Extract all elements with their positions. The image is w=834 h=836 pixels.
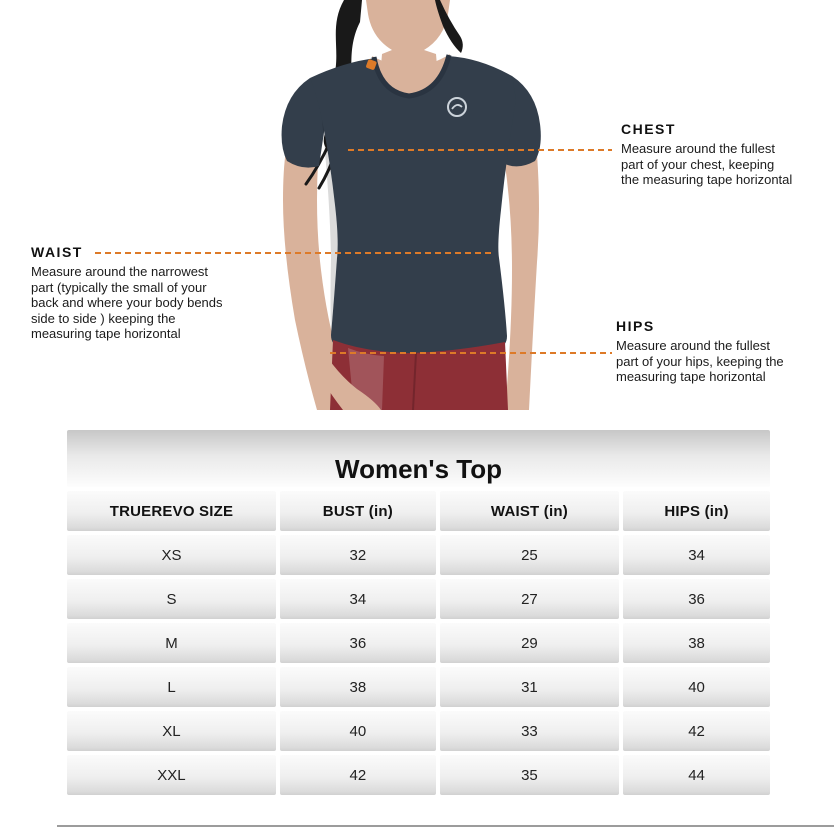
column-header-hips: HIPS (in) [623,491,770,531]
table-cell: 27 [440,579,619,619]
table-cell: 44 [623,755,770,795]
chest-description-line: Measure around the fullest [621,141,775,156]
waist-description-line: part (typically the small of your [31,279,207,295]
table-cell: XXL [67,755,276,795]
table-cell: 40 [623,667,770,707]
table-cell: 25 [440,535,619,575]
table-cell: 38 [280,667,436,707]
waist-annotation [31,244,223,342]
table-cell: S [67,579,276,619]
column-header-bust: BUST (in) [280,491,436,531]
hips-description-line: measuring tape horizontal [616,369,766,384]
hips-annotation [616,318,784,385]
waist-description-line: Measure around the narrowest [31,264,209,279]
table-cell: 33 [440,711,619,751]
waist-label: WAIST [31,244,83,260]
chest-annotation [621,121,792,188]
size-chart-title: Women's Top [67,430,770,487]
column-header-size: TRUEREVO SIZE [67,491,276,531]
size-chart-table [67,430,770,795]
size-chart-grid [67,491,770,795]
table-cell: 31 [440,667,619,707]
hips-description-line: Measure around the fullest [616,338,770,353]
tshirt-body [310,56,516,354]
table-cell: XS [67,535,276,575]
waist-description-line: measuring tape horizontal [31,326,181,341]
table-cell: 42 [280,755,436,795]
table-cell: 35 [440,755,619,795]
table-cell: 38 [623,623,770,663]
chest-description-line: part of your chest, keeping [621,156,775,172]
table-cell: 42 [623,711,770,751]
table-cell: 34 [623,535,770,575]
column-header-waist: WAIST (in) [440,491,619,531]
table-cell: XL [67,711,276,751]
table-cell: 36 [623,579,770,619]
table-cell: 40 [280,711,436,751]
waist-description-line: back and where your body bends [31,295,223,310]
table-cell: 34 [280,579,436,619]
chest-description-line: the measuring tape horizontal [621,172,793,187]
model-right-arm [504,154,539,410]
waist-description-line: side to side ) keeping the [31,310,176,326]
table-cell: 29 [440,623,619,663]
bottom-divider [57,825,834,827]
table-cell: L [67,667,276,707]
hips-description-line: part of your hips, keeping the [616,353,784,369]
table-cell: 36 [280,623,436,663]
hips-label: HIPS [616,318,655,334]
table-cell: 32 [280,535,436,575]
chest-label: CHEST [621,121,676,137]
table-cell: M [67,623,276,663]
